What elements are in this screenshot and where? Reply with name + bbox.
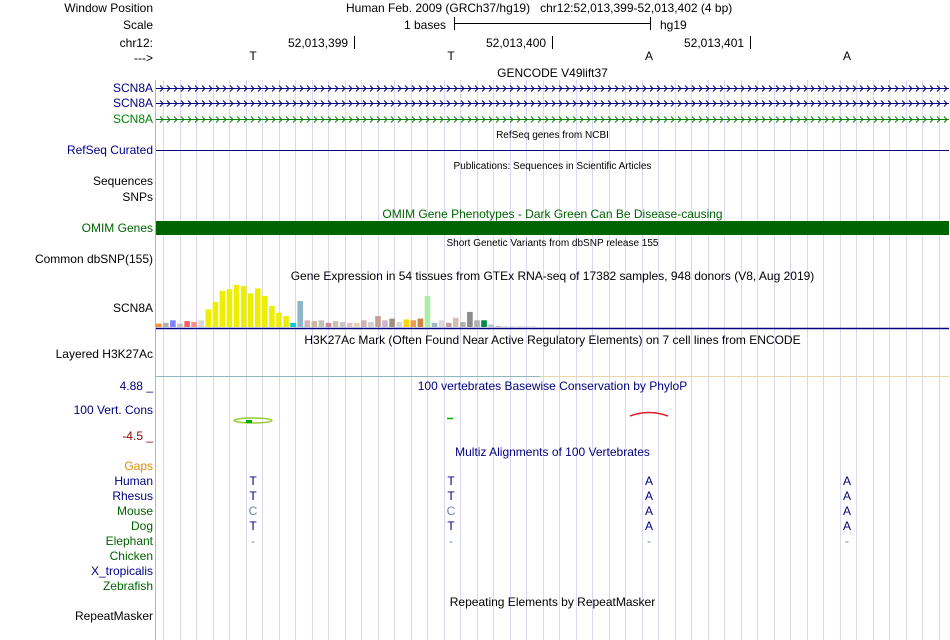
refseq-track-title[interactable]: RefSeq genes from NCBI — [496, 130, 609, 141]
gtex-tissue-bar[interactable] — [156, 324, 162, 327]
gtex-tissue-bar[interactable] — [297, 301, 303, 327]
gtex-tissue-bar[interactable] — [446, 323, 452, 327]
repeatmasker-track-title[interactable]: Repeating Elements by RepeatMasker — [449, 595, 656, 609]
species-base-mouse-3: A — [644, 504, 654, 518]
species-base-rhesus-1: T — [249, 489, 257, 503]
species-base-mouse-1: C — [248, 504, 258, 518]
gtex-tissue-bar[interactable] — [432, 323, 438, 327]
ref-base-4: A — [842, 49, 852, 63]
species-label-human[interactable]: Human — [114, 474, 153, 488]
window-position-value: Human Feb. 2009 (GRCh37/hg19) chr12:52,013,399-52,013,402 (4 bp) — [346, 1, 733, 15]
gtex-tissue-bar[interactable] — [283, 316, 289, 327]
species-base-rhesus-2: T — [447, 489, 455, 503]
refseq-label[interactable]: RefSeq Curated — [66, 143, 153, 157]
species-base-rhesus-4: A — [842, 489, 852, 503]
gtex-tissue-bar[interactable] — [375, 316, 381, 327]
gtex-tissue-bar[interactable] — [191, 322, 197, 327]
omim-track-title[interactable]: OMIM Gene Phenotypes - Dark Green Can Be Disease-causing — [382, 207, 723, 221]
species-label-zebrafish[interactable]: Zebrafish — [102, 579, 153, 593]
gtex-tissue-bar[interactable] — [460, 322, 466, 327]
publications-label-sequences[interactable]: Sequences — [92, 174, 153, 188]
gtex-tissue-bar[interactable] — [495, 326, 501, 327]
coordinate-1: 52,013,399 — [288, 36, 349, 50]
gtex-tissue-bar[interactable] — [517, 326, 523, 327]
gtex-tissue-bar[interactable] — [389, 319, 395, 327]
species-base-human-2: T — [447, 474, 455, 488]
gtex-tissue-bar[interactable] — [439, 320, 445, 327]
gtex-tissue-bar[interactable] — [481, 320, 487, 327]
species-label-rhesus[interactable]: Rhesus — [112, 489, 153, 503]
species-label-x_tropicalis[interactable]: X_tropicalis — [90, 564, 153, 578]
gtex-tissue-bar[interactable] — [425, 296, 431, 327]
species-base-elephant-3: - — [647, 534, 651, 548]
phylop-min-label: -4.5 _ — [122, 429, 153, 443]
multiz-gaps-label[interactable]: Gaps — [124, 459, 153, 473]
ref-base-1: T — [249, 49, 257, 63]
gtex-tissue-bar[interactable] — [170, 320, 176, 327]
gtex-tissue-bar[interactable] — [220, 291, 226, 327]
species-base-mouse-2: C — [446, 504, 456, 518]
phylop-label[interactable]: 100 Vert. Cons — [73, 403, 153, 417]
gtex-tissue-bar[interactable] — [382, 320, 388, 327]
gtex-tissue-bar[interactable] — [305, 320, 311, 327]
gtex-tissue-bar[interactable] — [163, 323, 169, 327]
coordinate-2: 52,013,400 — [486, 36, 547, 50]
gtex-track-title[interactable]: Gene Expression in 54 tissues from GTEx RNA-seq of 17382 samples, 948 donors (V8, Aug 2019) — [290, 269, 815, 283]
species-base-elephant-4: - — [845, 534, 849, 548]
repeatmasker-label[interactable]: RepeatMasker — [74, 609, 153, 623]
species-base-dog-2: T — [447, 519, 455, 533]
strand-label: ---> — [134, 51, 153, 65]
gtex-tissue-bar[interactable] — [396, 322, 402, 327]
gtex-tissue-bar[interactable] — [198, 320, 204, 327]
h3k27ac-label[interactable]: Layered H3K27Ac — [55, 347, 153, 361]
gencode-label-1[interactable]: SCN8A — [112, 81, 153, 95]
gtex-tissue-bar[interactable] — [347, 323, 353, 327]
species-base-human-4: A — [842, 474, 852, 488]
gtex-tissue-bar[interactable] — [255, 288, 261, 327]
h3k27ac-track-title[interactable]: H3K27Ac Mark (Often Found Near Active Regulatory Elements) on 7 cell lines from ENCODE — [304, 333, 801, 347]
gtex-tissue-bar[interactable] — [474, 320, 480, 327]
gtex-tissue-bar[interactable] — [234, 285, 240, 327]
ref-base-3: A — [644, 49, 654, 63]
species-label-chicken[interactable]: Chicken — [109, 549, 153, 563]
gtex-tissue-bar[interactable] — [241, 286, 247, 327]
gtex-tissue-bar[interactable] — [354, 323, 360, 327]
gtex-tissue-bar[interactable] — [361, 320, 367, 327]
chrom-label: chr12: — [119, 36, 153, 50]
multiz-track-title[interactable]: Multiz Alignments of 100 Vertebrates — [455, 445, 650, 459]
gtex-label[interactable]: SCN8A — [112, 301, 153, 315]
gtex-tissue-bar[interactable] — [467, 312, 473, 327]
dbsnp-track-title[interactable]: Short Genetic Variants from dbSNP release 155 — [446, 238, 659, 249]
species-label-elephant[interactable]: Elephant — [105, 534, 153, 548]
publications-track-title[interactable]: Publications: Sequences in Scientific Articles — [453, 161, 652, 172]
species-base-dog-1: T — [249, 519, 257, 533]
species-base-human-1: T — [249, 474, 257, 488]
gtex-tissue-bar[interactable] — [184, 321, 190, 327]
gencode-label-2[interactable]: SCN8A — [112, 96, 153, 110]
window-position-label: Window Position — [64, 1, 153, 15]
gtex-tissue-bar[interactable] — [326, 323, 332, 327]
species-base-human-3: A — [644, 474, 654, 488]
species-base-elephant-2: - — [449, 534, 453, 548]
phylop-max-label: 4.88 _ — [119, 379, 153, 393]
gtex-tissue-bar[interactable] — [177, 324, 183, 327]
gtex-tissue-bar[interactable] — [524, 326, 530, 327]
species-base-dog-3: A — [644, 519, 654, 533]
gtex-tissue-bar[interactable] — [290, 323, 296, 327]
gtex-tissue-bar[interactable] — [368, 322, 374, 327]
omim-label[interactable]: OMIM Genes — [81, 221, 153, 235]
species-label-mouse[interactable]: Mouse — [116, 504, 153, 518]
gtex-tissue-bar[interactable] — [411, 320, 417, 327]
gtex-tissue-bar[interactable] — [227, 289, 233, 327]
phylop-track-title[interactable]: 100 vertebrates Basewise Conservation by PhyloP — [417, 379, 688, 393]
gtex-tissue-bar[interactable] — [262, 296, 268, 327]
gtex-tissue-bar[interactable] — [510, 326, 516, 327]
gtex-tissue-bar[interactable] — [333, 321, 339, 327]
gtex-tissue-bar[interactable] — [502, 326, 508, 327]
gencode-label-3[interactable]: SCN8A — [112, 112, 153, 126]
gtex-tissue-bar[interactable] — [404, 319, 410, 327]
gtex-tissue-bar[interactable] — [213, 302, 219, 327]
ref-base-2: T — [447, 49, 455, 63]
gtex-tissue-bar[interactable] — [531, 326, 537, 327]
publications-label-snps[interactable]: SNPs — [122, 190, 153, 204]
gtex-tissue-bar[interactable] — [340, 322, 346, 327]
gtex-tissue-bar[interactable] — [418, 319, 424, 327]
scale-assembly: hg19 — [660, 18, 687, 32]
gtex-tissue-bar[interactable] — [488, 325, 494, 328]
gtex-tissue-bar[interactable] — [319, 320, 325, 327]
species-label-dog[interactable]: Dog — [130, 519, 153, 533]
species-base-mouse-4: A — [842, 504, 852, 518]
dbsnp-label[interactable]: Common dbSNP(155) — [34, 252, 153, 266]
gencode-track-title[interactable]: GENCODE V49lift37 — [497, 66, 608, 80]
scale-bases: 1 bases — [404, 18, 447, 32]
coordinate-3: 52,013,401 — [684, 36, 745, 50]
species-base-rhesus-3: A — [644, 489, 654, 503]
gtex-tissue-bar[interactable] — [248, 293, 254, 327]
species-base-elephant-1: - — [251, 534, 255, 548]
species-base-dog-4: A — [842, 519, 852, 533]
gtex-tissue-bar[interactable] — [276, 313, 282, 327]
scale-label: Scale — [122, 18, 153, 32]
gtex-tissue-bar[interactable] — [453, 318, 459, 327]
gtex-tissue-bar[interactable] — [312, 321, 318, 327]
gtex-tissue-bar[interactable] — [206, 309, 212, 327]
gtex-tissue-bar[interactable] — [269, 306, 275, 327]
